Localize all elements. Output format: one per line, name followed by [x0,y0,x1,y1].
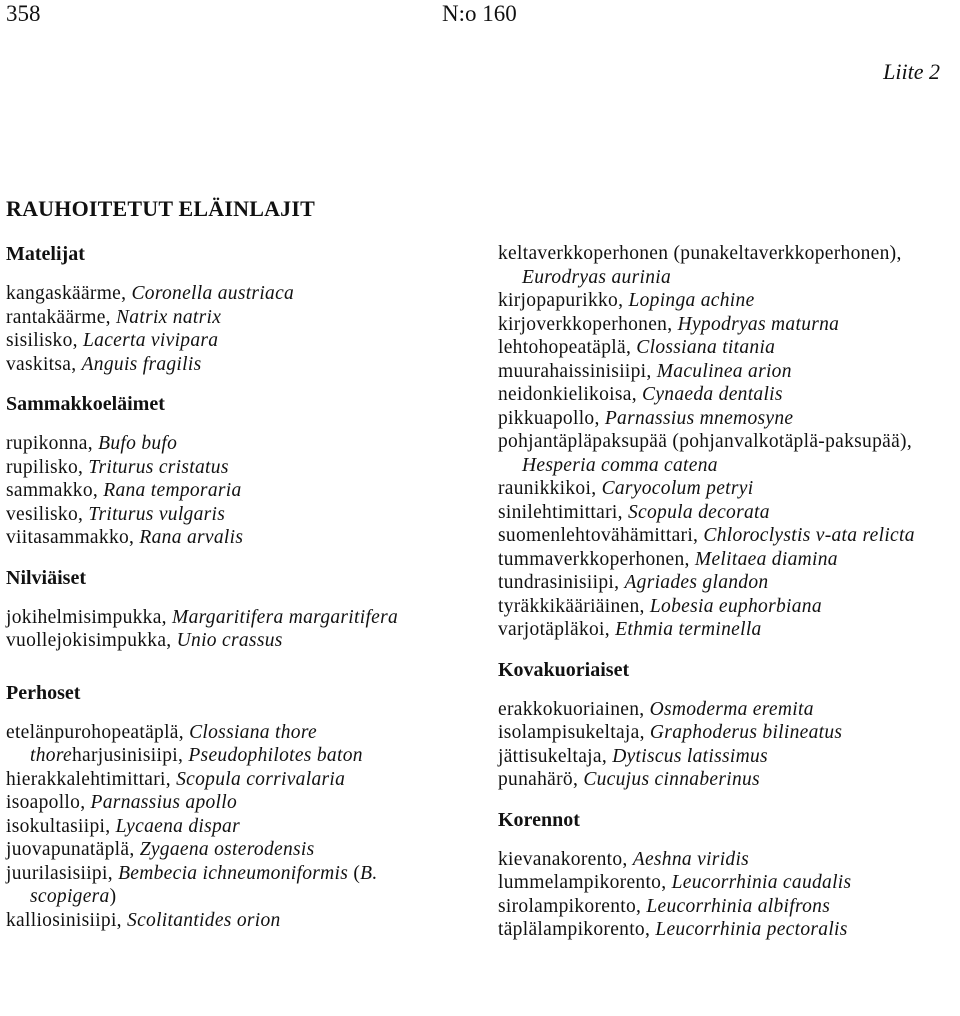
section-heading: Matelijat [6,243,85,265]
common-name: isokultasiipi, [6,815,116,837]
common-name: neidonkielikoisa, [498,384,643,405]
species-entry [498,745,958,769]
common-name: kirjoverkkoperhonen, [498,313,678,335]
common-name: tyräkkikääriäinen, [498,595,650,617]
species-entry [498,430,958,477]
common-name: tummaverkkoperhonen, [498,548,695,570]
species-entry [6,329,456,353]
scientific-name: Bufo bufo [98,433,178,454]
scientific-name: Rana temporaria [103,480,242,501]
scientific-name: Lacerta vivipara [83,330,219,351]
species-entry [498,336,958,360]
common-name: erakkokuoriainen, [498,698,650,720]
species-entry [498,698,958,722]
species-entry [6,909,456,933]
common-name: vaskitsa, [6,353,82,375]
scientific-name: Coronella austriaca [131,283,295,304]
common-name: hierakkalehtimittari, [6,768,177,790]
common-name: viitasammakko, [6,527,140,548]
common-name: ( [348,862,361,884]
common-name: muurahaissinisiipi, [498,360,657,382]
scientific-name: Bembecia ichneumoniformis [118,862,349,884]
species-entry [498,383,958,407]
common-name: rupilisko, [6,456,89,478]
species-list [6,432,456,550]
species-entry [498,595,958,619]
punctuation: ) [109,886,117,907]
section-heading: Korennot [498,808,580,831]
section-heading: Sammakkoeläimet [6,393,165,415]
common-name: juovapunatäplä, [6,839,140,860]
species-entry [6,768,456,792]
species-entry [498,548,958,572]
common-name: lehtohopeatäplä, [498,337,637,358]
common-name: rantakäärme, [6,306,116,328]
common-name: punahärö, [498,769,584,790]
common-name: pikkuapollo, [498,407,605,429]
species-entry [6,353,456,377]
common-name: kangaskäärme, [6,283,132,304]
scientific-name: Aeshna viridis [632,848,750,870]
scientific-name: Pseudophilotes baton [188,745,363,766]
scientific-name: Lycaena dispar [115,815,240,837]
common-name: jättisukeltaja, [498,745,613,767]
common-name: isoapollo, [6,792,91,813]
common-name: vuollejokisimpukka, [6,630,177,651]
scientific-name: Caryocolum petryi [601,478,754,499]
scientific-name: Cynaeda dentalis [642,384,783,405]
species-list [6,606,456,653]
common-name: rupikonna, [6,433,99,454]
scientific-name: Leucorrhinia albifrons [646,895,831,917]
species-entry [498,477,958,501]
species-entry [498,848,958,872]
section-heading: Kovakuoriaiset [498,658,630,681]
scientific-name: Dytiscus latissimus [612,745,768,767]
species-entry [498,618,958,642]
common-name: keltaverkkoperhonen (punakeltaverkkoperhonen), [498,243,902,264]
section-heading: Perhoset [6,681,81,704]
species-entry [6,606,456,630]
scientific-name: Hypodryas maturna [677,313,840,335]
scientific-name: Graphoderus bilineatus [649,722,843,743]
common-name: juurilasisiipi, [6,862,119,884]
page-number: 358 [6,1,41,26]
species-entry [6,629,456,653]
scientific-name: Clossiana titania [636,337,776,358]
scientific-name: Parnassius mnemosyne [604,407,794,429]
scientific-name: Unio crassus [176,630,283,651]
common-name: vesilisko, [6,503,89,525]
species-entry [498,918,958,942]
scientific-name: Eurodryas aurinia [522,266,672,288]
scientific-name: Agriades glandon [624,572,769,593]
scientific-name: Margaritifera margaritifera [172,606,399,628]
species-list [6,282,456,376]
section-heading: Nilviäiset [6,566,86,589]
common-name: pohjantäpläpaksupää (pohjanvalkotäplä-paksupää), [498,431,912,452]
scientific-name: Anguis fragilis [81,353,202,375]
species-entry [6,479,456,503]
species-entry [498,313,958,337]
common-name: sinilehtimittari, [498,501,628,523]
common-name: raunikkikoi, [498,478,602,499]
common-name: lummelampikorento, [498,872,672,893]
scientific-name: Osmoderma eremita [649,698,814,720]
species-entry [6,838,456,862]
common-name: varjotäpläkoi, [498,619,616,640]
common-name: sisilisko, [6,330,83,351]
scientific-name: Lobesia euphorbiana [649,595,822,617]
common-name: jokihelmisimpukka, [6,606,173,628]
species-entry [6,815,456,839]
species-list [6,721,456,933]
scientific-name: Triturus vulgaris [88,503,226,525]
scientific-name: Clossiana thore thore [30,721,317,766]
species-entry [498,571,958,595]
common-name: isolampisukeltaja, [498,722,650,743]
scientific-name: Maculinea arion [656,360,792,382]
species-entry [498,871,958,895]
common-name: kalliosinisiipi, [6,909,128,931]
common-name: harjusinisiipi, [71,745,189,766]
species-list [498,848,958,942]
scientific-name: Ethmia terminella [615,619,762,640]
appendix-label: Liite 2 [883,59,940,84]
species-entry [6,862,456,909]
species-entry [498,721,958,745]
species-entry [6,306,456,330]
scientific-name: Melitaea diamina [694,548,838,570]
left-column [6,242,456,948]
species-entry [498,360,958,384]
species-entry [6,503,456,527]
common-name: sammakko, [6,480,104,501]
scientific-name: B. scopigera [30,862,378,907]
common-name: täplälampikorento, [498,919,656,940]
scientific-name: Scopula corrivalaria [176,768,346,790]
common-name: tundrasinisiipi, [498,572,625,593]
common-name: suomenlehtovähämittari, [498,525,704,546]
species-entry [498,768,958,792]
species-entry [6,721,456,768]
species-list [498,698,958,792]
document-title: RAUHOITETUT ELÄINLAJIT [6,196,316,221]
scientific-name: Zygaena osterodensis [139,839,315,860]
scientific-name: Leucorrhinia pectoralis [655,919,848,940]
scientific-name: Leucorrhinia caudalis [671,872,852,893]
species-entry [6,526,456,550]
scientific-name: Rana arvalis [139,527,244,548]
species-entry [6,456,456,480]
scientific-name: Parnassius apollo [90,792,238,813]
scientific-name: Scolitantides orion [127,909,281,931]
scientific-name: Natrix natrix [116,306,222,328]
scientific-name: Hesperia comma catena [522,454,718,476]
species-entry [498,289,958,313]
species-entry [498,895,958,919]
common-name: kievanakorento, [498,848,633,870]
species-entry [6,282,456,306]
common-name: etelänpurohopeatäplä, [6,721,190,743]
common-name: sirolampikorento, [498,895,647,917]
journal-number: N:o 160 [442,1,517,26]
species-entry [498,501,958,525]
species-entry [6,432,456,456]
species-entry [498,407,958,431]
species-list [498,242,958,642]
scientific-name: Scopula decorata [627,501,770,523]
species-entry [6,791,456,815]
scientific-name: Triturus cristatus [88,456,229,478]
common-name: kirjopapurikko, [498,290,629,311]
right-column [498,242,958,958]
scientific-name: Lopinga achine [628,290,755,311]
species-entry [498,242,958,289]
scientific-name: Chloroclystis v-ata relicta [703,525,915,546]
species-entry [498,524,958,548]
scientific-name: Cucujus cinnaberinus [583,769,760,790]
